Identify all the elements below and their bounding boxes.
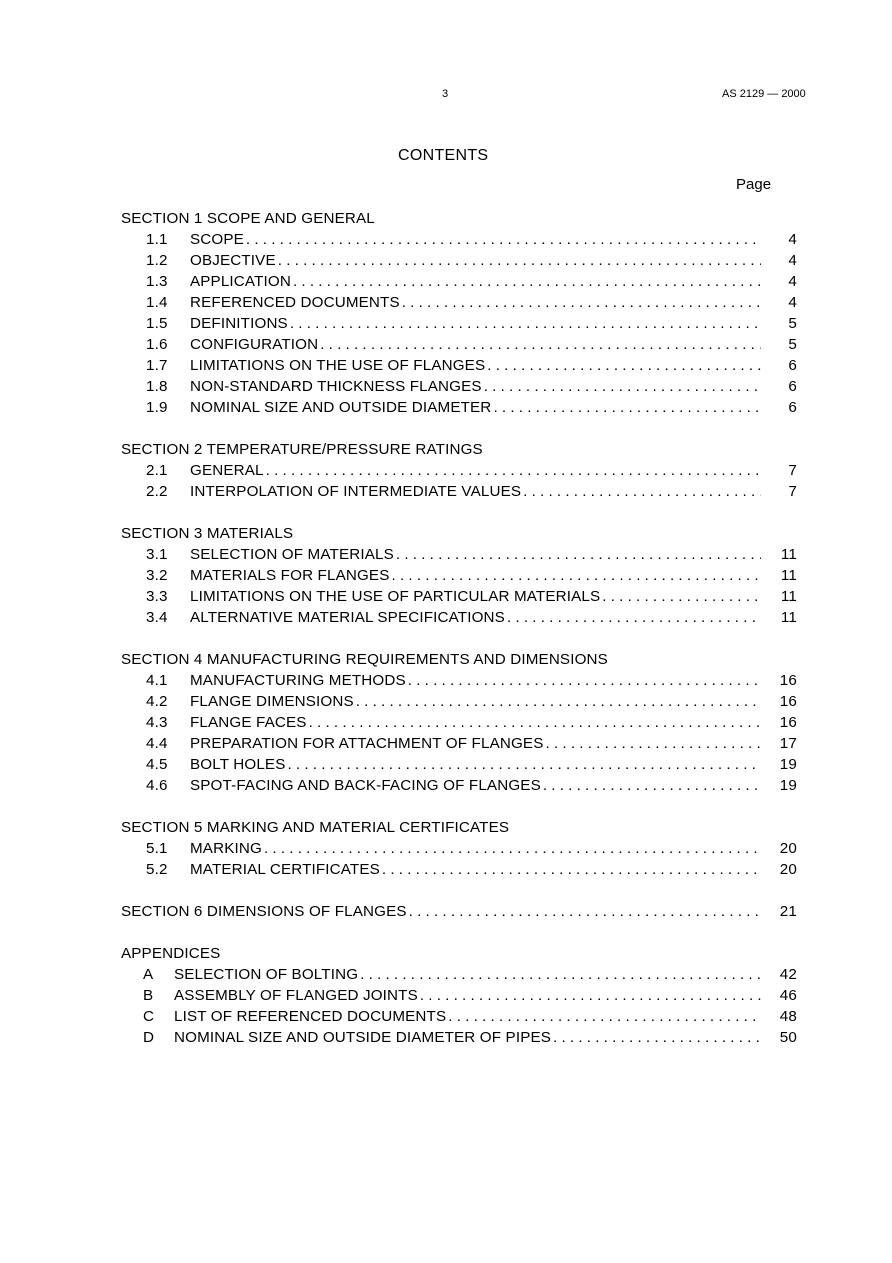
entry-number: 2.1 — [146, 462, 168, 479]
section-4 — [121, 649, 801, 796]
entry-page: 16 — [779, 714, 797, 731]
entry-page: 4 — [788, 252, 797, 269]
entry-title: NOMINAL SIZE AND OUTSIDE DIAMETER OF PIPES — [174, 1029, 552, 1046]
entry-title: ASSEMBLY OF FLANGED JOINTS — [174, 987, 418, 1004]
toc-entry[interactable] — [121, 481, 801, 502]
toc-entry[interactable] — [121, 250, 801, 271]
entry-title: MARKING — [190, 840, 262, 857]
toc-entry[interactable] — [121, 691, 801, 712]
toc-entry[interactable] — [121, 1006, 801, 1027]
entry-number: 4.4 — [146, 735, 168, 752]
entry-page: 50 — [779, 1029, 797, 1046]
leader-dots — [448, 1006, 761, 1027]
table-of-contents — [121, 208, 801, 1069]
entry-page: 6 — [788, 378, 797, 395]
toc-entry[interactable] — [121, 271, 801, 292]
leader-dots — [309, 712, 761, 733]
section-heading: SECTION 6 DIMENSIONS OF FLANGES — [121, 903, 407, 920]
leader-dots — [360, 964, 761, 985]
entry-number: A — [143, 966, 154, 983]
section-1 — [121, 208, 801, 418]
entry-page: 4 — [788, 294, 797, 311]
entry-title: ALTERNATIVE MATERIAL SPECIFICATIONS — [190, 609, 505, 626]
entry-number: 4.3 — [146, 714, 168, 731]
leader-dots — [396, 544, 761, 565]
entry-number: 4.2 — [146, 693, 168, 710]
entry-page: 19 — [779, 756, 797, 773]
leader-dots — [246, 229, 761, 250]
leader-dots — [420, 985, 761, 1006]
toc-entry[interactable] — [121, 607, 801, 628]
leader-dots — [293, 271, 761, 292]
entry-page: 21 — [779, 903, 797, 920]
entry-page: 20 — [779, 861, 797, 878]
entry-title: SCOPE — [190, 231, 244, 248]
toc-entry[interactable] — [121, 712, 801, 733]
leader-dots — [553, 1027, 761, 1048]
entry-title: MATERIALS FOR FLANGES — [190, 567, 390, 584]
entry-number: 4.6 — [146, 777, 168, 794]
entry-number: 1.9 — [146, 399, 168, 416]
entry-title: GENERAL — [190, 462, 264, 479]
toc-entry[interactable] — [121, 859, 801, 880]
toc-entry[interactable] — [121, 964, 801, 985]
leader-dots — [278, 250, 761, 271]
leader-dots — [523, 481, 761, 502]
appendices-heading: APPENDICES — [121, 945, 221, 962]
toc-entry[interactable] — [121, 565, 801, 586]
section-heading: SECTION 5 MARKING AND MATERIAL CERTIFICATES — [121, 819, 510, 836]
entry-page: 17 — [779, 735, 797, 752]
entry-page: 6 — [788, 357, 797, 374]
toc-entry[interactable] — [121, 313, 801, 334]
toc-entry[interactable] — [121, 733, 801, 754]
leader-dots — [408, 670, 761, 691]
entry-number: 3.4 — [146, 609, 168, 626]
appendices — [121, 943, 801, 1048]
entry-title: MATERIAL CERTIFICATES — [190, 861, 380, 878]
toc-entry[interactable] — [121, 460, 801, 481]
entry-title: SELECTION OF MATERIALS — [190, 546, 394, 563]
toc-entry[interactable] — [121, 355, 801, 376]
entry-title: NON-STANDARD THICKNESS FLANGES — [190, 378, 482, 395]
entry-page: 20 — [779, 840, 797, 857]
entry-title: SELECTION OF BOLTING — [174, 966, 359, 983]
entry-title: LIMITATIONS ON THE USE OF PARTICULAR MATERIALS — [190, 588, 601, 605]
contents-title: CONTENTS — [398, 147, 489, 164]
leader-dots — [546, 733, 762, 754]
toc-entry[interactable] — [121, 376, 801, 397]
toc-entry[interactable] — [121, 838, 801, 859]
toc-entry[interactable] — [121, 229, 801, 250]
entry-number: B — [143, 987, 154, 1004]
leader-dots — [484, 376, 761, 397]
document-code: AS 2129 — 2000 — [722, 88, 806, 100]
leader-dots — [507, 607, 761, 628]
toc-entry[interactable] — [121, 901, 801, 922]
entry-title: FLANGE DIMENSIONS — [190, 693, 354, 710]
entry-number: 3.3 — [146, 588, 168, 605]
entry-title: FLANGE FACES — [190, 714, 307, 731]
entry-number: 2.2 — [146, 483, 168, 500]
leader-dots — [290, 313, 761, 334]
toc-entry[interactable] — [121, 292, 801, 313]
toc-entry[interactable] — [121, 775, 801, 796]
entry-page: 16 — [779, 672, 797, 689]
leader-dots — [487, 355, 761, 376]
entry-title: NOMINAL SIZE AND OUTSIDE DIAMETER — [190, 399, 492, 416]
entry-number: 4.1 — [146, 672, 168, 689]
entry-number: D — [143, 1029, 155, 1046]
entry-number: 1.1 — [146, 231, 168, 248]
leader-dots — [382, 859, 761, 880]
entry-number: 5.1 — [146, 840, 168, 857]
entry-title: OBJECTIVE — [190, 252, 276, 269]
entry-title: LIMITATIONS ON THE USE OF FLANGES — [190, 357, 486, 374]
entry-page: 46 — [779, 987, 797, 1004]
entry-title: BOLT HOLES — [190, 756, 286, 773]
toc-entry[interactable] — [121, 586, 801, 607]
entry-page: 42 — [779, 966, 797, 983]
entry-page: 4 — [788, 231, 797, 248]
entry-page: 5 — [788, 315, 797, 332]
entry-title: SPOT-FACING AND BACK-FACING OF FLANGES — [190, 777, 541, 794]
entry-page: 7 — [788, 483, 797, 500]
entry-title: APPLICATION — [190, 273, 291, 290]
entry-page: 16 — [779, 693, 797, 710]
toc-entry[interactable] — [121, 544, 801, 565]
entry-number: 1.8 — [146, 378, 168, 395]
leader-dots — [602, 586, 761, 607]
entry-number: 5.2 — [146, 861, 168, 878]
leader-dots — [402, 292, 761, 313]
leader-dots — [543, 775, 761, 796]
entry-number: 3.1 — [146, 546, 168, 563]
toc-entry[interactable] — [121, 670, 801, 691]
toc-entry[interactable] — [121, 1027, 801, 1048]
entry-number: 4.5 — [146, 756, 168, 773]
entry-page: 5 — [788, 336, 797, 353]
entry-page: 11 — [780, 609, 797, 626]
section-heading: SECTION 1 SCOPE AND GENERAL — [121, 210, 375, 227]
leader-dots — [356, 691, 761, 712]
leader-dots — [392, 565, 762, 586]
page-number: 3 — [442, 88, 449, 100]
toc-entry[interactable] — [121, 985, 801, 1006]
entry-page: 7 — [788, 462, 797, 479]
entry-page: 48 — [779, 1008, 797, 1025]
entry-number: 1.6 — [146, 336, 168, 353]
entry-page: 11 — [780, 588, 797, 605]
entry-page: 11 — [780, 546, 797, 563]
section-5 — [121, 817, 801, 880]
entry-title: CONFIGURATION — [190, 336, 319, 353]
leader-dots — [266, 460, 761, 481]
entry-number: 1.5 — [146, 315, 168, 332]
entry-title: PREPARATION FOR ATTACHMENT OF FLANGES — [190, 735, 544, 752]
entry-page: 11 — [780, 567, 797, 584]
entry-number: C — [143, 1008, 155, 1025]
leader-dots — [320, 334, 761, 355]
section-3 — [121, 523, 801, 628]
page-column-label: Page — [736, 176, 772, 193]
section-heading: SECTION 3 MATERIALS — [121, 525, 294, 542]
leader-dots — [409, 901, 761, 922]
toc-entry[interactable] — [121, 397, 801, 418]
entry-title: DEFINITIONS — [190, 315, 288, 332]
section-2 — [121, 439, 801, 502]
entry-page: 6 — [788, 399, 797, 416]
leader-dots — [264, 838, 761, 859]
entry-number: 1.7 — [146, 357, 168, 374]
section-6 — [121, 901, 801, 922]
leader-dots — [493, 397, 761, 418]
entry-title: LIST OF REFERENCED DOCUMENTS — [174, 1008, 447, 1025]
entry-number: 3.2 — [146, 567, 168, 584]
leader-dots — [287, 754, 761, 775]
entry-number: 1.4 — [146, 294, 168, 311]
entry-page: 4 — [788, 273, 797, 290]
entry-number: 1.3 — [146, 273, 168, 290]
toc-entry[interactable] — [121, 334, 801, 355]
entry-number: 1.2 — [146, 252, 168, 269]
section-heading: SECTION 2 TEMPERATURE/PRESSURE RATINGS — [121, 441, 483, 458]
entry-title: REFERENCED DOCUMENTS — [190, 294, 400, 311]
entry-title: MANUFACTURING METHODS — [190, 672, 406, 689]
entry-page: 19 — [779, 777, 797, 794]
section-heading: SECTION 4 MANUFACTURING REQUIREMENTS AND DIMENSIONS — [121, 651, 608, 668]
toc-entry[interactable] — [121, 754, 801, 775]
entry-title: INTERPOLATION OF INTERMEDIATE VALUES — [190, 483, 522, 500]
